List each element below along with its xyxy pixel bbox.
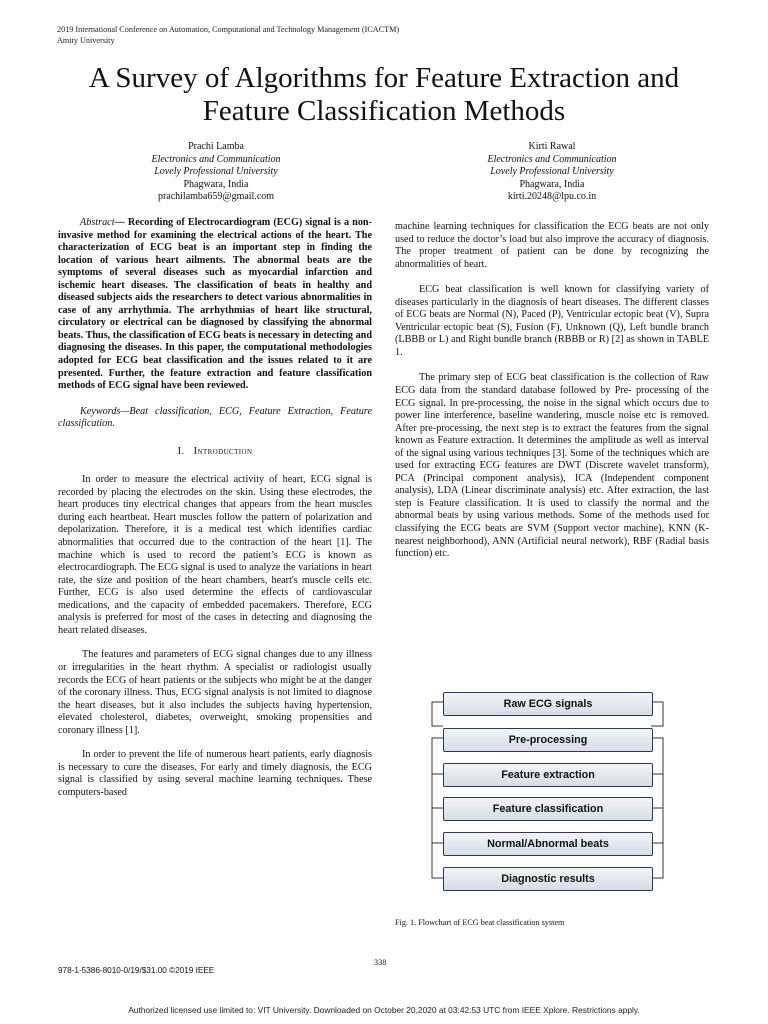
connector <box>432 702 443 726</box>
university-name: Amity University <box>57 36 115 45</box>
isbn-copyright: 978-1-5386-8010-0/19/$31.00 ©2019 IEEE <box>58 966 215 975</box>
author-city: Phagwara, India <box>519 178 585 190</box>
paragraph: In order to measure the electrical activity of heart, ECG signal is recorded by placing the electrodes on the skin. Using these electrodes, the heart produces tiny electrical changes that appears from the heart muscles during each heartbeat. Heart muscles follow the pattern of polarization and depolarization. Therefore, it is a medical test which identifies cardiac abnormalities that occurred due to the contraction of the heart [1]. The machine which is used to record the patient’s ECG is known as electrocardiograph. The ECG signal is used to analyze the variations in heart rate, the size and position of the heart chambers, heart's muscle cells etc. Further, ECG is also used determine the effects of cardiovascular medications, and the capacity of embedded pacemakers. Therefore, ECG analysis is preferred for most of the cases in detecting and diagnosing the heart related diseases. <box>58 474 372 636</box>
abstract <box>58 217 372 393</box>
right-column <box>395 221 709 561</box>
author-dept: Electronics and Communication <box>487 153 617 165</box>
connector <box>432 774 443 808</box>
flow-step-preprocessing: Pre-processing <box>443 728 653 752</box>
connector <box>432 738 443 774</box>
flow-step-raw-ecg: Raw ECG signals <box>443 692 653 716</box>
connector <box>432 843 443 878</box>
page-number: 338 <box>374 958 387 967</box>
connector <box>432 808 443 843</box>
author-univ: Lovely Professional University <box>490 166 614 178</box>
author-email: kirti.20248@lpu.co.in <box>507 191 597 203</box>
conference-header <box>57 24 399 46</box>
author-city: Phagwara, India <box>183 178 249 190</box>
left-column <box>58 217 372 799</box>
flowchart <box>431 690 665 896</box>
paragraph: ECG beat classification is well known for classifying variety of diseases particularly in the diagnosis of heart diseases. The different classes of ECG beats are Normal (N), Paced (P), Ventricular ectopic beat (V), Supra Ventricular ectopic beat (S), Fusion (F), Unknown (Q), Left bundle branch (LBBB or L) and Right bundle branch (RBBB or R) [2] as shown in TABLE 1. <box>395 284 709 358</box>
title-line-1: A Survey of Algorithms for Feature Extraction and <box>88 62 680 94</box>
keywords: Keywords—Beat classification, ECG, Feature Extraction, Feature classification. <box>58 405 372 430</box>
author-name: Kirti Rawal <box>528 141 576 152</box>
abstract-label: Abstract <box>80 217 115 228</box>
author-dept: Electronics and Communication <box>151 153 281 165</box>
paragraph: The primary step of ECG beat classification is the collection of Raw ECG data from the standard database followed by Pre- processing of the ECG signal. In pre-processing, the noise in the signal which occurs due to power line interference, baseline wandering, muscle noise etc is removed. After pre-processing, the next step is to extract the features from the signal known as Feature extraction. It determines the amplitude as well as interval of the signal using various techniques [3]. Some of the techniques which are used for extracting ECG features are DWT (Discrete wavelet transform), PCA (Principal component analysis), ICA (Independent component analysis), LDA (Linear discriminate analysis) etc. After extraction, the last step is Feature classification. It is used to classify the normal and the abnormal beats by using various methods. Some of the methods used for classifying the ECG beats are SVM (Support vector machine), KNN (K-nearest neighborhood), ANN (Artificial neural network), RBF (Radial basis function) etc. <box>395 372 709 560</box>
section-heading <box>58 446 372 459</box>
author-block-2 <box>422 141 682 204</box>
section-number: I. <box>177 445 185 457</box>
license-notice: Authorized licensed use limited to: VIT University. Downloaded on October 20,2020 at 03:42:53 UTC from IEEE Xplore. Restrictions apply. <box>128 1005 640 1015</box>
paragraph: machine learning techniques for classification the ECG beats are not only used to reduce the doctor’s load but also improve the accuracy of diagnosis. The proper treatment of patient can be done by recognizing the abnormalities of heart. <box>395 221 709 270</box>
figure-caption: Fig. 1. Flowchart of ECG beat classification system <box>395 918 565 927</box>
flow-step-diagnostic-results: Diagnostic results <box>443 867 653 891</box>
conference-name: 2019 International Conference on Automation, Computational and Technology Management (ICACTM) <box>57 25 400 34</box>
author-name: Prachi Lamba <box>188 141 244 152</box>
paragraph: In order to prevent the life of numerous heart patients, early diagnosis is necessary to cure the diseases. For early and timely diagnosis, the ECG signal is classified by using several machine learning techniques. These computers-based <box>58 749 372 798</box>
flow-step-feature-classification: Feature classification <box>443 797 653 821</box>
title-line-2: Feature Classification Methods <box>202 95 566 127</box>
flowchart-connectors <box>431 690 664 896</box>
paragraph: The features and parameters of ECG signal changes due to any illness or irregularities in the heart rhythm. A specialist or radiologist usually records the ECG of heart patients or the subjects who might be at the danger of the coronary illness. Thus, ECG signal analysis is not limited to diagnose the heart diseases, but it also includes the subjects having hypertension, elevated cholesterol, diabetes, overweight, smoking propensities and coronary illness [1]. <box>58 649 372 736</box>
author-block-1 <box>86 141 346 204</box>
flow-step-feature-extraction: Feature extraction <box>443 763 653 787</box>
abstract-text: — Recording of Electrocardiogram (ECG) signal is a non-invasive method for examining the electrical actions of the heart. The characterization of ECG beat is an important step in finding the location of various heart ailments. The abnormal beats are the symptoms of several diseases such as myocardial infarction and ischemic heart diseases. The classification of beats in healthy and diseased subjects aids the researchers to detect various abnormalities in case of any arrhythmia. The arrhythmias of heart like structural, circulatory or electrical can be diagnosed by classifying the abnormal beats. Thus, the classification of ECG beats is necessary in detecting and diagnosing the diseases. In this paper, the computational methodologies adopted for ECG beat classification and the issues related to it are presented. Further, the feature extraction and feature classification methods of ECG signal have been reviewed. <box>58 217 372 392</box>
flow-step-normal-abnormal: Normal/Abnormal beats <box>443 832 653 856</box>
section-title: Introduction <box>193 445 253 457</box>
author-univ: Lovely Professional University <box>154 166 278 178</box>
paper-title <box>40 62 728 128</box>
author-email: prachilamba659@gmail.com <box>157 191 275 203</box>
